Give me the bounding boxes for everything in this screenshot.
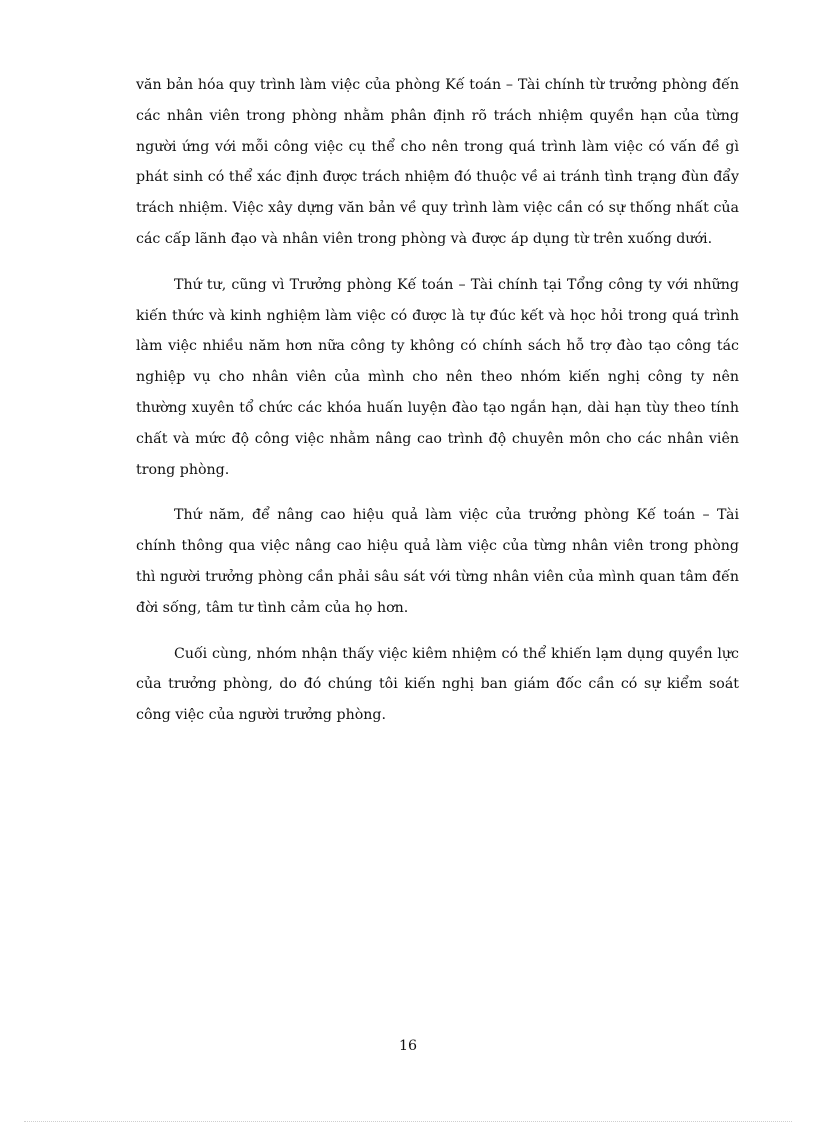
paragraph-fifth-recommendation: Thứ năm, để nâng cao hiệu quả làm việc của trưởng phòng Kế toán – Tài chính thông qua việc nâng cao hiệu quả làm việc của từng nhân viên trong phòng thì người trưởng phòng cần phải sâu sát với từng nhân viên của mình quan tâm đến đời sống, tâm tư tình cảm của họ hơn. [136, 507, 739, 616]
paragraph-fourth-recommendation: Thứ tư, cũng vì Trưởng phòng Kế toán – Tài chính tại Tổng công ty với những kiến thức và kinh nghiệm làm việc có được là tự đúc kết và học hỏi trong quá trình làm việc nhiều năm hơn nữa công ty không có chính sách hỗ trợ đào tạo công tác nghiệp vụ cho nhân viên của mình cho nên theo nhóm kiến nghị công ty nên thường xuyên tổ chức các khóa huấn luyện đào tạo ngắn hạn, dài hạn tùy theo tính chất và mức độ công việc nhằm nâng cao trình độ chuyên môn cho các nhân viên trong phòng. [136, 276, 739, 478]
paragraph-final-recommendation: Cuối cùng, nhóm nhận thấy việc kiêm nhiệm có thể khiến lạm dụng quyền lực của trưởng phòng, do đó chúng tôi kiến nghị ban giám đốc cần có sự kiểm soát công việc của người trưởng phòng. [136, 645, 739, 724]
body-text [136, 70, 739, 746]
page-number: 16 [398, 1038, 418, 1054]
paragraph-continuation: văn bản hóa quy trình làm việc của phòng Kế toán – Tài chính từ trưởng phòng đến các nhân viên trong phòng nhằm phân định rõ trách nhiệm quyền hạn của từng người ứng với mỗi công việc cụ thể cho nên trong quá trình làm việc có vấn đề gì phát sinh có thể xác định được trách nhiệm đó thuộc về ai tránh tình trạng đùn đẩy trách nhiệm. Việc xây dựng văn bản về quy trình làm việc cần có sự thống nhất của các cấp lãnh đạo và nhân viên trong phòng và được áp dụng từ trên xuống dưới. [136, 77, 739, 247]
page-bottom-divider [24, 1121, 792, 1122]
